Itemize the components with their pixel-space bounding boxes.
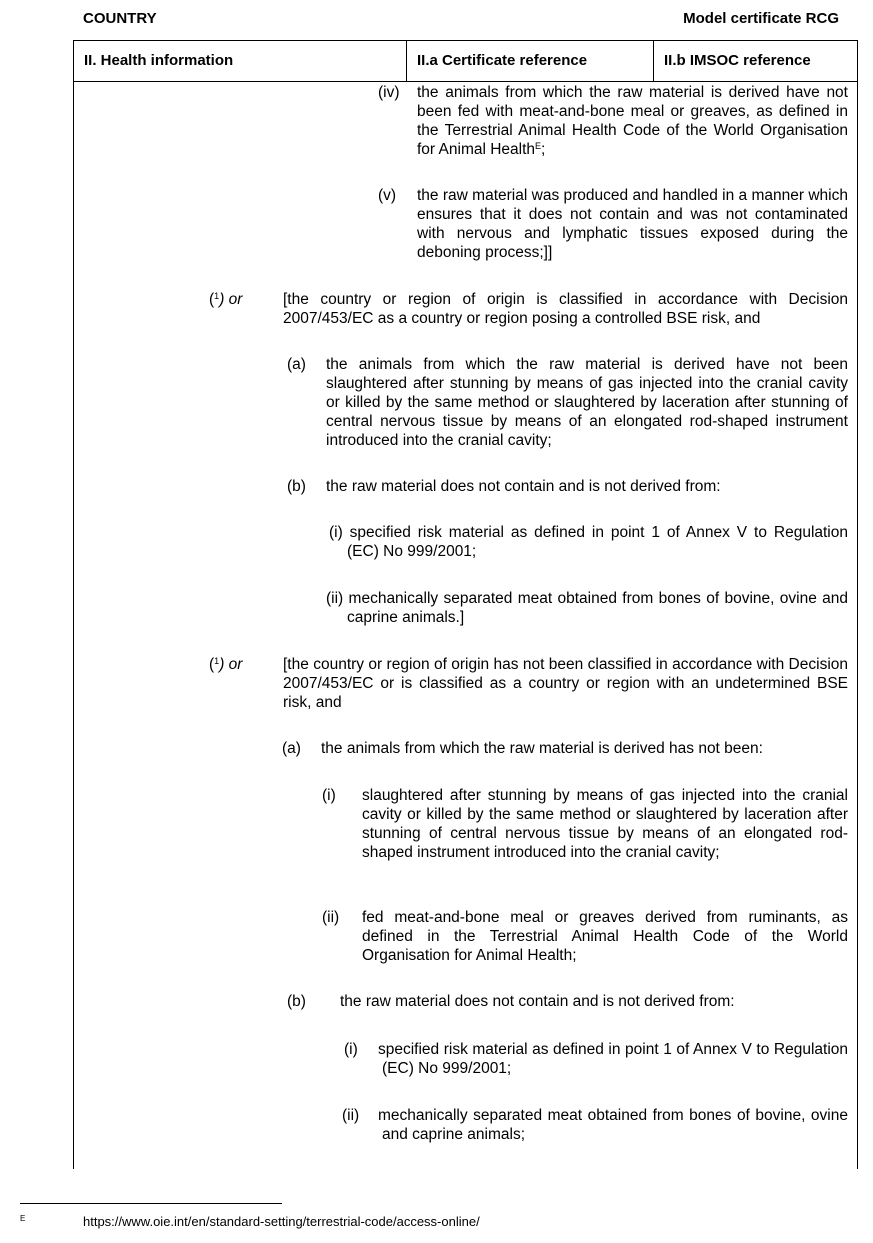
country-label: COUNTRY	[83, 10, 157, 27]
item-b1-text: the raw material does not contain and is not derived from:	[326, 478, 721, 495]
item-a1-number: (a)	[287, 356, 306, 373]
item-a2-number: (a)	[282, 740, 301, 757]
option-2-marker: ($^1$) or	[209, 656, 243, 673]
item-b2-number: (b)	[287, 993, 306, 1010]
health-information-header: II. Health information	[84, 52, 234, 69]
option-controlled-risk-text: [the country or region of origin is classified in accordance with Decision 2007/453/EC as a country or region posing a controlled BSE risk, and	[283, 291, 848, 327]
item-iv-text: the animals from which the raw material is derived have not been fed with meat-and-bone meal or greaves, as defined in the Terrestrial Animal Health Code of the World Organisation for Animal Health$^E$;	[417, 84, 848, 158]
item-a2-ii-text: fed meat-and-bone meal or greaves derived from ruminants, as defined in the Terrestrial Animal Health Code of the World Organisation for Animal Health;	[362, 909, 848, 964]
footnote-mark: E	[20, 1214, 26, 1223]
item-a1-text: the animals from which the raw material is derived have not been slaughtered after stunning by means of gas injected into the cranial cavity or killed by the same method or slaughtered by laceration after stunning of central nervous tissue by means of an elongated rod-shaped instrument introduced into the cranial cavity;	[326, 356, 848, 449]
item-a2-ii-number: (ii)	[322, 909, 340, 926]
item-b1-ii-text: (ii) mechanically separated meat obtained from bones of bovine, ovine and caprine animals.]	[326, 590, 848, 626]
item-b2-text: the raw material does not contain and is not derived from:	[340, 993, 735, 1010]
right-border	[857, 81, 858, 1169]
item-b2-ii-text: mechanically separated meat obtained from bones of bovine, ovine and caprine animals;	[378, 1107, 848, 1143]
option-1-marker: ($^1$) or	[209, 291, 243, 308]
item-v-text: the raw material was produced and handled in a manner which ensures that it does not contain and was not contaminated with nervous and lymphatic tissues exposed during the deboning process;]]	[417, 187, 848, 261]
certificate-model-label: Model certificate RCG	[683, 10, 839, 27]
item-b2-i-number: (i)	[344, 1041, 358, 1058]
table-header	[73, 40, 858, 82]
item-a2-i-text: slaughtered after stunning by means of gas injected into the cranial cavity or killed by the same method or slaughtered by laceration after stunning of central nervous tissue by means of an elongated rod-shaped instrument introduced into the cranial cavity;	[362, 787, 848, 861]
footnote-separator	[20, 1203, 282, 1204]
item-iv-number: (iv)	[378, 84, 400, 101]
item-b1-i-text: (i) specified risk material as defined in point 1 of Annex V to Regulation (EC) No 999/2001;	[329, 524, 848, 560]
left-border	[73, 81, 74, 1169]
item-b2-ii-number: (ii)	[342, 1107, 360, 1124]
item-b1-number: (b)	[287, 478, 306, 495]
item-a2-i-number: (i)	[322, 787, 336, 804]
option-undetermined-risk-text: [the country or region of origin has not been classified in accordance with Decision 2007/453/EC or is classified as a country or region with an undetermined BSE risk, and	[283, 656, 848, 711]
item-b2-i-text: specified risk material as defined in point 1 of Annex V to Regulation (EC) No 999/2001;	[378, 1041, 848, 1077]
item-a2-text: the animals from which the raw material is derived has not been:	[321, 740, 763, 757]
certificate-reference-header: II.a Certificate reference	[406, 41, 654, 81]
footnote-link[interactable]: https://www.oie.int/en/standard-setting/terrestrial-code/access-online/	[83, 1214, 480, 1229]
item-v-number: (v)	[378, 187, 397, 204]
imsoc-reference-header: II.b IMSOC reference	[653, 41, 859, 81]
